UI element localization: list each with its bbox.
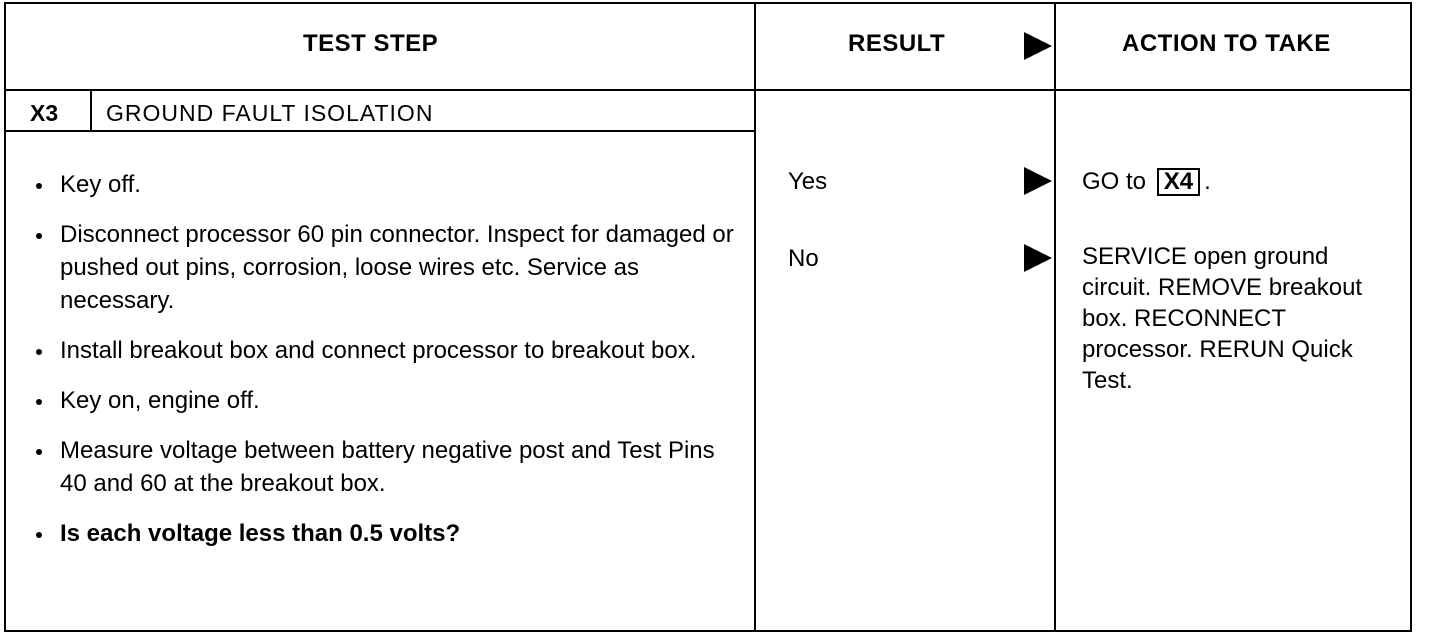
header-divider xyxy=(4,89,1412,91)
header-arrow-icon xyxy=(1024,32,1052,60)
result-yes: Yes xyxy=(788,168,828,195)
column-divider-result xyxy=(754,2,756,632)
test-step-header: TEST STEP xyxy=(303,30,439,57)
step-item: Measure voltage between battery negative post and Test Pins 40 and 60 at the breakout box. xyxy=(34,434,734,500)
step-item: Install breakout box and connect processor to breakout box. xyxy=(34,334,734,367)
step-item: Disconnect processor 60 pin connector. Inspect for damaged or pushed out pins, corrosion, loose wires etc. Service as necessary. xyxy=(34,218,734,317)
step-code-divider xyxy=(90,89,92,132)
result-no: No xyxy=(788,245,819,272)
step-list xyxy=(34,168,734,567)
step-title-divider xyxy=(4,130,756,132)
step-item: Key on, engine off. xyxy=(34,384,734,417)
column-divider-action xyxy=(1054,2,1056,632)
no-arrow-icon xyxy=(1024,244,1052,272)
action-yes xyxy=(1082,168,1211,196)
step-title: GROUND FAULT ISOLATION xyxy=(106,100,434,126)
step-question: Is each voltage less than 0.5 volts? xyxy=(34,517,734,550)
action-yes-suffix: . xyxy=(1204,168,1211,195)
result-header: RESULT xyxy=(848,30,946,57)
yes-arrow-icon xyxy=(1024,167,1052,195)
action-no: SERVICE open ground circuit. REMOVE breakout box. RECONNECT processor. RERUN Quick Test. xyxy=(1082,243,1363,394)
action-yes-prefix: GO to xyxy=(1082,168,1147,195)
step-reference-x4[interactable]: X4 xyxy=(1157,168,1200,196)
step-code: X3 xyxy=(30,100,59,126)
step-item: Key off. xyxy=(34,168,734,201)
action-header: ACTION TO TAKE xyxy=(1122,30,1331,57)
